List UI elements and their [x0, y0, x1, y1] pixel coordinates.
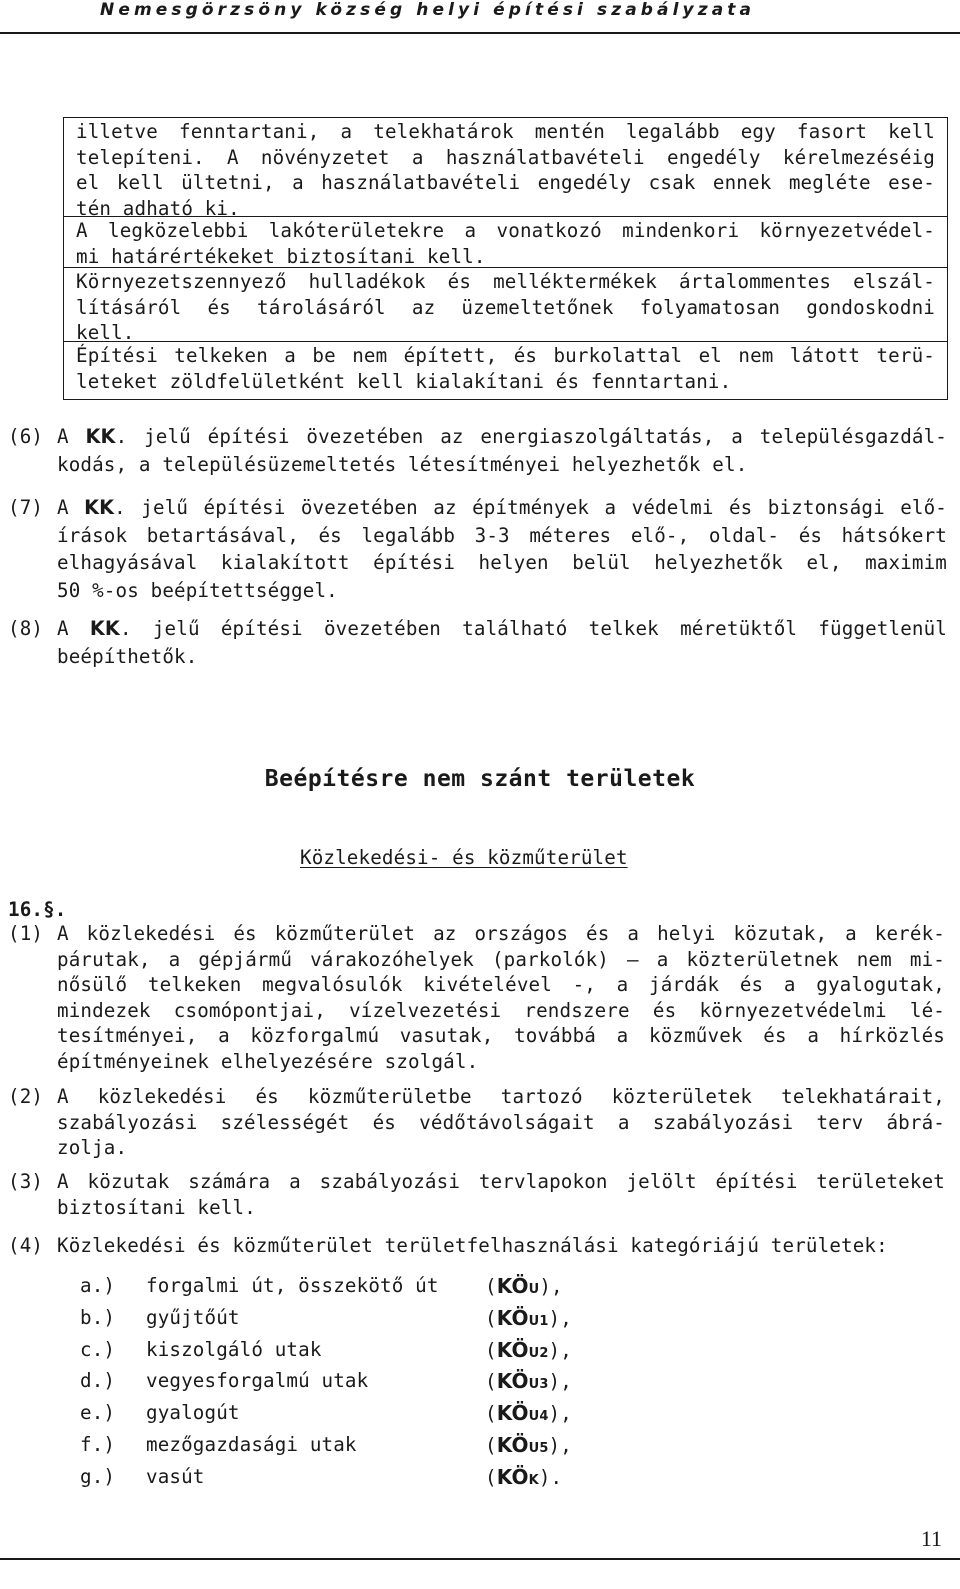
- category-code-end: ),: [539, 1275, 563, 1298]
- paragraph-label: (1): [8, 922, 44, 945]
- category-code-main: KÖ: [496, 1274, 529, 1298]
- paragraph-line: Közlekedési és közműterület területfelhasználási kategóriájú területek:: [57, 1234, 888, 1257]
- category-item: [80, 1274, 600, 1304]
- document-header: Nemesgörzsöny község helyi építési szabályzata: [100, 0, 756, 20]
- category-code: (KÖU2),: [485, 1337, 572, 1362]
- boxed-line: Környezetszennyező hulladékok és melléktermékek ártalommentes elszál-: [76, 270, 935, 293]
- boxed-line: el kell ültetni, a használatbavételi engedély csak ennek megléte ese-: [76, 171, 935, 194]
- paragraph-text: . jelű építési övezetében található telkek méretüktől függetlenül: [119, 617, 948, 640]
- boxed-line: illetve fenntartani, a telekhatárok mentén legalább egy fasort kell: [76, 120, 935, 143]
- category-code: (KÖU3),: [485, 1369, 572, 1394]
- paragraph-line: [57, 496, 947, 519]
- paragraph-label: (6): [8, 425, 44, 448]
- category-code-end: ),: [548, 1338, 572, 1362]
- paragraph-text: 50 %-os beépítettséggel.: [57, 579, 338, 603]
- page-number: 11: [920, 1526, 942, 1551]
- paragraph-line: párutak, a gépjármű várakozóhelyek (parkolók) – a közterületnek nem mi-: [57, 947, 945, 971]
- category-code: (KÖU4),: [485, 1401, 572, 1426]
- boxed-line: telepíteni. A növényzetet a használatbavételi engedély kérelmezéséig: [76, 145, 935, 169]
- paragraph-line: [57, 425, 947, 448]
- category-item: [80, 1465, 600, 1495]
- category-code-end: ),: [548, 1434, 572, 1457]
- paragraph-text: elhagyásával kialakított építési helyen belül helyezhetők el, maximim: [57, 551, 947, 575]
- category-name: mezőgazdasági utak: [146, 1433, 357, 1456]
- category-letter: g.): [80, 1464, 116, 1488]
- category-code-end: ).: [538, 1465, 563, 1489]
- category-letter: f.): [80, 1433, 116, 1456]
- category-code-sub: U4: [528, 1409, 549, 1425]
- boxed-line: leteket zöldfelületként kell kialakítani és fenntartani.: [76, 369, 732, 393]
- boxed-line: A legközelebbi lakóterületekre a vonatkozó mindenkori környezetvédel-: [76, 219, 935, 242]
- category-item: [80, 1338, 600, 1368]
- category-name: vasút: [146, 1464, 205, 1488]
- category-code-end: ),: [548, 1306, 572, 1330]
- category-code-end: ),: [548, 1370, 572, 1394]
- paragraph-label: (8): [8, 617, 44, 640]
- category-name: gyűjtőút: [146, 1305, 240, 1329]
- category-letter: c.): [80, 1337, 116, 1361]
- category-code-main: KÖ: [496, 1464, 529, 1489]
- boxed-item: [63, 341, 948, 400]
- category-code-main: KÖ: [496, 1433, 529, 1457]
- paragraph-number: 16.§.: [8, 898, 67, 921]
- boxed-line: Építési telkeken a be nem épített, és burkolattal el nem látott terü-: [76, 344, 935, 367]
- category-name: forgalmi út, összekötő út: [146, 1274, 439, 1297]
- paragraph-line: mindezek csomópontjai, vízelvezetési rendszere és környezetvédelmi lé-: [57, 998, 945, 1022]
- section-title: Beépítésre nem szánt területek: [264, 766, 696, 792]
- category-code-main: KÖ: [496, 1337, 529, 1362]
- paragraph-line: nősülő telkeken megvalósulók kivételével -, a járdák és a gyalogutak,: [57, 973, 945, 996]
- boxed-line: kell.: [76, 321, 135, 344]
- category-code: (KÖU5),: [485, 1433, 572, 1457]
- category-code-sub: U5: [528, 1441, 549, 1456]
- category-name: kiszolgáló utak: [146, 1337, 322, 1361]
- category-letter: b.): [80, 1305, 116, 1329]
- paragraph-line: [57, 551, 947, 574]
- paragraph-label: (3): [8, 1170, 44, 1193]
- header-rule: [0, 32, 960, 34]
- paragraph-line: zolja.: [57, 1136, 128, 1159]
- paragraph-line: [57, 453, 947, 476]
- category-item: [80, 1369, 600, 1399]
- paragraph-line: biztosítani kell.: [57, 1195, 256, 1219]
- category-item: [80, 1306, 600, 1336]
- category-code-sub: U3: [528, 1377, 549, 1393]
- paragraph-line: tesítményei, a közforgalmú vasutak, továbbá a közművek és a hírközlés: [57, 1024, 945, 1047]
- category-code: (KÖK).: [485, 1464, 563, 1489]
- paragraph-label: (2): [8, 1085, 44, 1108]
- boxed-line: lításáról és tárolásáról az üzemeltetőnek folyamatosan gondoskodni: [76, 295, 935, 319]
- category-letter: a.): [80, 1274, 116, 1297]
- zone-code: KK: [84, 496, 115, 519]
- paragraph-text: kodás, a településüzemeltetés létesítményei helyezhetők el.: [57, 452, 748, 476]
- category-name: vegyesforgalmú utak: [146, 1369, 369, 1393]
- paragraph-line: A közutak számára a szabályozási tervlapokon jelölt építési területeket: [57, 1170, 945, 1193]
- section-subtitle: Közlekedési- és közműterület: [300, 846, 628, 869]
- paragraph-line: A közlekedési és közműterületbe tartozó közterületek telekhatárait,: [57, 1085, 945, 1108]
- boxed-line: tén adható ki.: [76, 196, 240, 220]
- paragraph-text: írások betartásával, és legalább 3-3 méteres elő-, oldal- és hátsókert: [57, 523, 947, 547]
- paragraph-text: . jelű építési övezetében az építmények a védelmi és biztonsági elő-: [114, 496, 947, 519]
- category-code-sub: U: [528, 1282, 540, 1297]
- category-code: (KÖU1),: [485, 1305, 572, 1330]
- category-code-sub: U1: [528, 1313, 549, 1329]
- paragraph-line: [57, 617, 947, 640]
- paragraph-text: beépíthetők.: [57, 644, 198, 668]
- category-name: gyalogút: [146, 1401, 240, 1425]
- zone-code: KK: [89, 617, 120, 640]
- category-code-sub: K: [528, 1472, 539, 1488]
- category-code-main: KÖ: [496, 1305, 529, 1330]
- paragraph-text: . jelű építési övezetében az energiaszolgáltatás, a településgazdál-: [115, 425, 947, 448]
- paragraph-line: A közlekedési és közműterület az országos és a helyi közutak, a kerék-: [57, 922, 945, 945]
- category-item: [80, 1433, 600, 1463]
- boxed-item: [63, 267, 948, 344]
- category-code-main: KÖ: [496, 1401, 529, 1426]
- boxed-line: mi határértékeket biztosítani kell.: [76, 244, 486, 268]
- paragraph-line: [57, 579, 947, 602]
- paragraph-label: (4): [8, 1234, 44, 1257]
- paragraph-line: szabályozási szélességét és védőtávolságait a szabályozási terv ábrá-: [57, 1110, 945, 1134]
- boxed-item: [63, 216, 948, 267]
- category-code: (KÖU),: [485, 1274, 563, 1298]
- footer-rule: [0, 1558, 960, 1560]
- category-code-sub: U2: [528, 1345, 549, 1361]
- category-code-main: KÖ: [496, 1369, 529, 1394]
- article-a: A: [57, 617, 90, 640]
- article-a: A: [57, 425, 86, 448]
- paragraph-line: [57, 645, 947, 668]
- category-item: [80, 1401, 600, 1431]
- category-code-end: ),: [548, 1402, 572, 1426]
- paragraph-label: (7): [8, 496, 44, 519]
- category-letter: d.): [80, 1369, 116, 1393]
- paragraph-line: építményeinek elhelyezésére szolgál.: [57, 1049, 479, 1073]
- boxed-item: [63, 117, 948, 220]
- zone-code: KK: [85, 425, 116, 448]
- article-a: A: [57, 496, 85, 519]
- paragraph-line: [57, 524, 947, 547]
- category-letter: e.): [80, 1401, 116, 1425]
